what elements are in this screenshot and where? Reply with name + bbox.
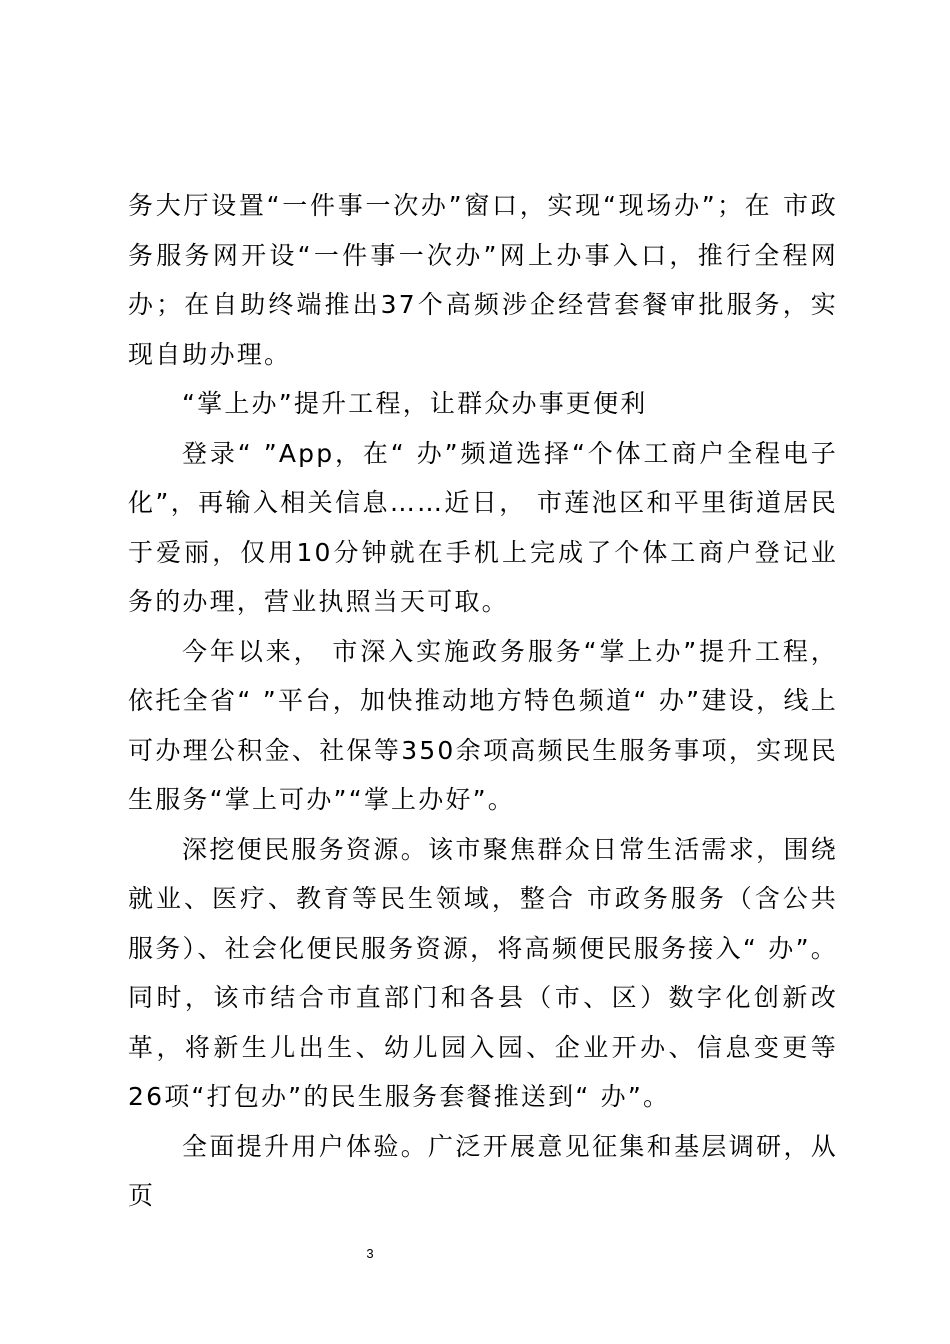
paragraph-5: 深挖便民服务资源。该市聚焦群众日常生活需求，围绕就业、医疗、教育等民生领域，整合 市政务服务（含公共服务）、社会化便民服务资源，将高频便民服务接入“ 办”。同时，该市结合市直部门和各县（市、区）数字化创新改革，将新生儿出生、幼儿园入园、企业开办、信息变更等26项“打包办”的民生服务套餐推送到“ 办”。 [128,834,838,1111]
page-number: 3 [366,1246,374,1261]
paragraph-6: 全面提升用户体验。广泛开展意见征集和基层调研，从页 [128,1131,838,1210]
paragraph-1: 务大厅设置“一件事一次办”窗口，实现“现场办”；在 市政务服务网开设“一件事一次办”网上办事入口，推行全程网办；在自助终端推出37个高频涉企经营套餐审批服务，实现自助办理。 [128,191,838,369]
paragraph-3: 登录“ ”App，在“ 办”频道选择“个体工商户全程电子化”，再输入相关信息……近日， 市莲池区和平里街道居民于爱丽，仅用10分钟就在手机上完成了个体工商户登记业务的办理，营业执照当天可取。 [128,438,838,616]
paragraph-4: 今年以来， 市深入实施政务服务“掌上办”提升工程，依托全省“ ”平台，加快推动地方特色频道“ 办”建设，线上可办理公积金、社保等350余项高频民生服务事项，实现民生服务“掌上可办”“掌上办好”。 [128,636,838,814]
document-body [128,181,838,1221]
paragraph-2-heading: “掌上办”提升工程，让群众办事更便利 [182,389,648,418]
